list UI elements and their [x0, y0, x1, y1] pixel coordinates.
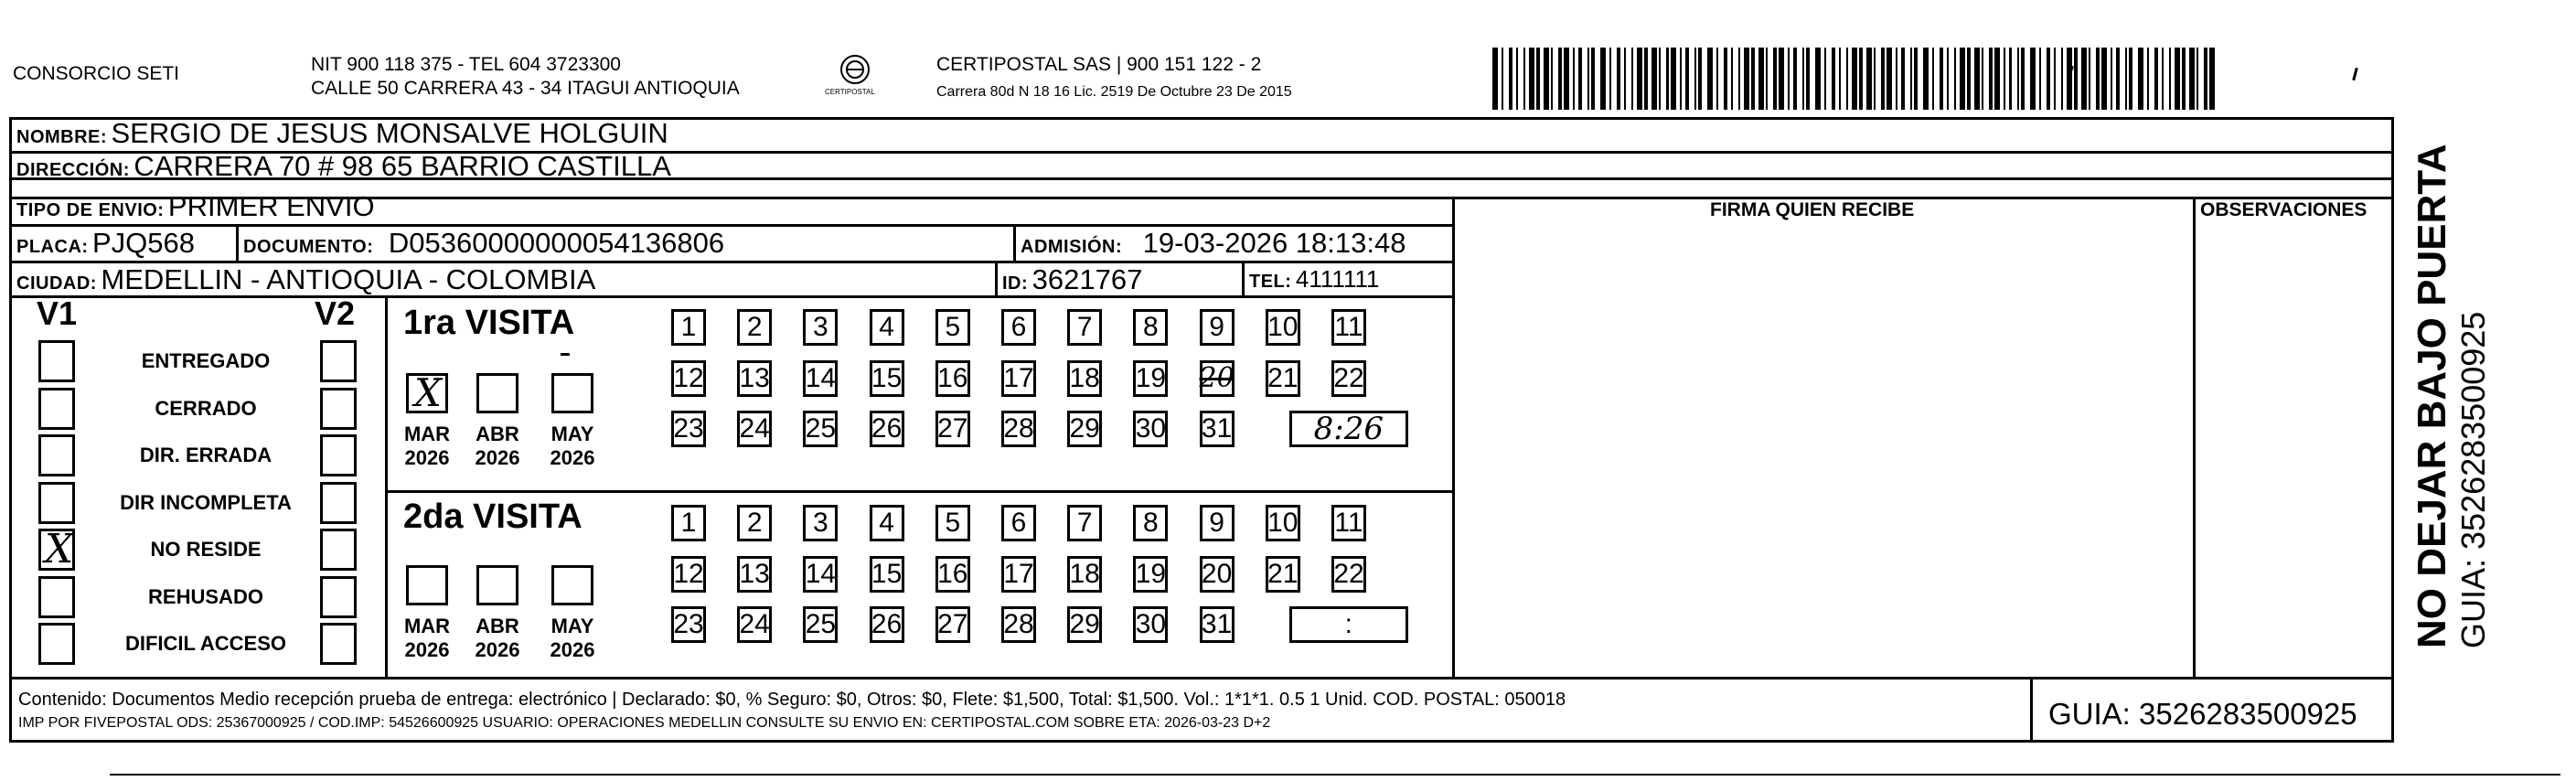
- month-checkbox[interactable]: [551, 565, 593, 605]
- day-box[interactable]: [1133, 309, 1168, 346]
- day-number: 31: [1201, 413, 1233, 444]
- day-box[interactable]: [803, 309, 838, 346]
- v1-label: V1: [37, 294, 78, 332]
- v2-checkbox[interactable]: [320, 434, 357, 476]
- time-value: :: [1344, 609, 1352, 639]
- v1-checkbox[interactable]: [38, 434, 75, 476]
- day-number: 31: [1201, 609, 1233, 639]
- license-line: Carrera 80d N 18 16 Lic. 2519 De Octubre 23 De 2015: [936, 84, 1292, 100]
- status-label: NO RESIDE: [150, 538, 262, 561]
- day-number: 26: [871, 413, 903, 444]
- barcode-bar: [2215, 48, 2218, 110]
- day-box[interactable]: [671, 360, 706, 397]
- certipostal-logo-icon: [823, 53, 887, 104]
- v1-checkbox[interactable]: [38, 482, 75, 524]
- day-number: 29: [1069, 413, 1100, 444]
- day-box[interactable]: [1133, 360, 1168, 397]
- day-number: 10: [1267, 312, 1299, 342]
- month-name: ABR: [476, 615, 519, 637]
- day-box[interactable]: [803, 505, 838, 541]
- day-number: 27: [937, 413, 968, 444]
- day-box[interactable]: [671, 309, 706, 346]
- tel-value: 4111111: [1295, 265, 1380, 293]
- nit-line: NIT 900 118 375 - TEL 604 3723300: [311, 54, 621, 75]
- day-number: 1: [680, 312, 697, 342]
- day-box[interactable]: [671, 606, 706, 643]
- day-number: 2: [746, 312, 763, 342]
- placa-value: PJQ568: [92, 227, 196, 259]
- documento-value: D05360000000054136806: [388, 227, 725, 259]
- day-number: 23: [673, 609, 704, 639]
- nombre-label: NOMBRE:: [16, 127, 108, 147]
- side-guia: GUIA: 3526283500925: [2454, 311, 2492, 648]
- day-box[interactable]: [1200, 411, 1235, 447]
- firma-label: FIRMA QUIEN RECIBE: [1710, 199, 1915, 220]
- day-box[interactable]: [1200, 309, 1235, 346]
- certipostal-line: CERTIPOSTAL SAS | 900 151 122 - 2: [936, 54, 1262, 75]
- admision-row: [1021, 227, 1406, 260]
- month-checkbox[interactable]: [406, 370, 448, 415]
- day-box[interactable]: [935, 556, 970, 593]
- day-box[interactable]: [870, 505, 904, 541]
- admision-label: ADMISIÓN:: [1021, 237, 1123, 257]
- day-box[interactable]: [1266, 505, 1300, 541]
- time-box[interactable]: [1289, 411, 1408, 447]
- day-box[interactable]: [1200, 505, 1235, 541]
- nombre-value: SERGIO DE JESUS MONSALVE HOLGUIN: [111, 117, 668, 149]
- day-box[interactable]: [935, 411, 970, 447]
- v2-checkbox[interactable]: [320, 623, 357, 665]
- day-box[interactable]: [1067, 606, 1102, 643]
- day-number: 15: [871, 362, 903, 393]
- day-number: 21: [1267, 558, 1299, 589]
- day-number: 20: [1199, 362, 1235, 394]
- day-number: 25: [805, 609, 837, 639]
- day-box[interactable]: [737, 360, 772, 397]
- day-box[interactable]: [1067, 360, 1102, 397]
- day-number: 8: [1143, 508, 1159, 538]
- guia-box-text: GUIA: 3526283500925: [2048, 697, 2357, 731]
- documento-label: DOCUMENTO:: [243, 237, 374, 257]
- status-label: ENTREGADO: [141, 349, 271, 372]
- status-label: DIR. ERRADA: [139, 444, 273, 466]
- day-number: 12: [673, 362, 704, 393]
- nombre-row: [16, 117, 668, 150]
- day-box[interactable]: [1331, 309, 1366, 346]
- month-year: 2026: [550, 446, 595, 469]
- status-label: DIR INCOMPLETA: [120, 490, 292, 514]
- month-checkbox[interactable]: [551, 373, 593, 413]
- month-year: 2026: [475, 446, 520, 469]
- id-value: 3621767: [1031, 263, 1143, 295]
- documento-row: [243, 227, 724, 260]
- month-checkbox[interactable]: [406, 565, 448, 605]
- day-box[interactable]: [870, 606, 904, 643]
- day-box[interactable]: [1133, 606, 1168, 643]
- v2-checkbox[interactable]: [320, 340, 357, 382]
- day-number: 28: [1003, 609, 1034, 639]
- day-box[interactable]: [1266, 309, 1300, 346]
- day-box[interactable]: [935, 505, 970, 541]
- day-box[interactable]: [737, 411, 772, 447]
- day-number: 27: [937, 609, 968, 639]
- day-number: 2: [746, 508, 763, 538]
- day-number: 11: [1334, 508, 1363, 538]
- day-number: 13: [739, 362, 770, 393]
- day-number: 23: [673, 413, 704, 444]
- day-number: 6: [1010, 508, 1027, 538]
- day-number: 26: [871, 609, 903, 639]
- dash-mark: [561, 353, 570, 356]
- day-box[interactable]: [1067, 309, 1102, 346]
- footer-line2: IMP POR FIVEPOSTAL ODS: 25367000925 / COD.IMP: 54526600925 USUARIO: OPERACIONES MEDELLIN CONSULTE SU ENVIO EN: CERTIPOSTAL.COM SOBRE ETA: 2026-03-23 D+2: [18, 715, 1271, 731]
- day-box[interactable]: [671, 411, 706, 447]
- tipo-value: PRIMER ENVIO: [167, 190, 375, 222]
- month-label: [468, 615, 527, 662]
- v1-checkbox[interactable]: [38, 388, 75, 430]
- address-line: CALLE 50 CARRERA 43 - 34 ITAGUI ANTIOQUIA: [311, 78, 740, 99]
- day-number: 9: [1209, 312, 1224, 342]
- side-warning: NO DEJAR BAJO PUERTA: [2410, 144, 2454, 648]
- month-label: [468, 423, 527, 470]
- day-box[interactable]: [935, 606, 970, 643]
- day-number: 18: [1069, 558, 1100, 589]
- status-label: CERRADO: [155, 396, 257, 420]
- pen-mark: [2352, 68, 2358, 80]
- month-checkbox[interactable]: [476, 373, 518, 413]
- ciudad-value: MEDELLIN - ANTIOQUIA - COLOMBIA: [101, 263, 596, 295]
- day-box[interactable]: [803, 556, 838, 593]
- month-year: 2026: [404, 638, 450, 661]
- certipostal-logo: [823, 53, 887, 104]
- day-box[interactable]: [1001, 606, 1036, 643]
- placa-row: [16, 227, 195, 260]
- day-box[interactable]: [1266, 556, 1300, 593]
- day-box[interactable]: [1331, 505, 1366, 541]
- day-number: 30: [1135, 609, 1167, 639]
- day-number: 5: [945, 312, 961, 342]
- v1-checkbox[interactable]: [38, 340, 75, 382]
- visit1-title: 1ra VISITA: [403, 304, 575, 342]
- company-name: CONSORCIO SETI: [13, 63, 180, 84]
- ciudad-label: CIUDAD:: [16, 273, 97, 294]
- day-box[interactable]: [1133, 556, 1168, 593]
- day-box[interactable]: [1001, 360, 1036, 397]
- month-label: [398, 423, 456, 470]
- day-box[interactable]: [1001, 556, 1036, 593]
- direccion-value: CARRERA 70 # 98 65 BARRIO CASTILLA: [134, 150, 671, 182]
- tipo-label: TIPO DE ENVIO:: [16, 200, 165, 220]
- day-box[interactable]: [1133, 411, 1168, 447]
- observaciones-label: OBSERVACIONES: [2200, 199, 2368, 220]
- day-box[interactable]: [935, 360, 970, 397]
- day-number: 1: [680, 508, 697, 538]
- v1-checkbox[interactable]: [38, 576, 75, 618]
- day-number: 7: [1076, 508, 1093, 538]
- placa-label: PLACA:: [16, 237, 89, 257]
- visit2-title: 2da VISITA: [403, 497, 583, 536]
- side-text: [2410, 144, 2493, 648]
- day-number: 7: [1076, 312, 1093, 342]
- v2-checkbox[interactable]: [320, 576, 357, 618]
- day-box[interactable]: [1200, 556, 1235, 593]
- day-number: 16: [937, 362, 968, 393]
- day-box[interactable]: [1001, 505, 1036, 541]
- tel-label: TEL:: [1249, 272, 1292, 292]
- day-box[interactable]: [935, 309, 970, 346]
- day-number: 16: [937, 558, 968, 589]
- day-box[interactable]: [1067, 505, 1102, 541]
- day-box[interactable]: [671, 505, 706, 541]
- day-box[interactable]: [737, 309, 772, 346]
- day-number: 9: [1209, 508, 1224, 538]
- id-row: [1002, 263, 1142, 296]
- day-box[interactable]: [803, 606, 838, 643]
- status-label: REHUSADO: [148, 584, 263, 608]
- day-number: 18: [1069, 362, 1100, 393]
- day-box[interactable]: [803, 411, 838, 447]
- month-name: ABR: [476, 423, 519, 445]
- day-number: 10: [1267, 508, 1299, 538]
- footer-line1: Contenido: Documentos Medio recepción prueba de entrega: electrónico | Declarado: $0, % Seguro: $0, Otros: $0, Flete: $1,500, Total: $1,500. Vol.: 1*1*1. 0.5 1 Unid. COD. POSTAL: 050018: [18, 690, 1566, 710]
- month-year: 2026: [404, 446, 450, 469]
- day-number: 21: [1267, 362, 1299, 393]
- time-box[interactable]: [1289, 606, 1408, 643]
- day-number: 19: [1135, 362, 1167, 393]
- day-number: 6: [1010, 312, 1027, 342]
- day-number: 8: [1143, 312, 1159, 342]
- day-box[interactable]: [737, 606, 772, 643]
- id-label: ID:: [1002, 273, 1029, 294]
- day-box[interactable]: [1200, 606, 1235, 643]
- v2-checkbox[interactable]: [320, 482, 357, 524]
- logo-text: CERTIPOSTAL: [825, 88, 875, 96]
- day-number: 17: [1003, 558, 1034, 589]
- month-mark: X: [414, 370, 442, 415]
- month-name: MAR: [403, 615, 451, 637]
- v2-label: V2: [315, 294, 356, 332]
- day-box[interactable]: [1067, 556, 1102, 593]
- ciudad-row: [16, 263, 595, 296]
- day-number: 14: [805, 558, 837, 589]
- month-year: 2026: [475, 638, 520, 661]
- day-box[interactable]: [1067, 411, 1102, 447]
- time-value: 8:26: [1313, 411, 1384, 447]
- v2-checkbox[interactable]: [320, 388, 357, 430]
- day-box[interactable]: [870, 360, 904, 397]
- day-box[interactable]: [870, 411, 904, 447]
- day-number: 20: [1201, 558, 1233, 589]
- day-number: 25: [805, 413, 837, 444]
- day-number: 13: [739, 558, 770, 589]
- day-number: 14: [805, 362, 837, 393]
- day-number: 17: [1003, 362, 1034, 393]
- day-box[interactable]: [671, 556, 706, 593]
- v1-checkbox[interactable]: X: [38, 529, 75, 571]
- day-box[interactable]: [1266, 360, 1300, 397]
- direccion-label: DIRECCIÓN:: [16, 160, 130, 180]
- admision-value: 19-03-2026 18:13:48: [1142, 227, 1406, 259]
- day-box[interactable]: [870, 556, 904, 593]
- month-name: MAY: [550, 615, 594, 637]
- month-checkbox[interactable]: [476, 565, 518, 605]
- day-number: 22: [1333, 558, 1364, 589]
- day-number: 24: [739, 413, 770, 444]
- day-number: 4: [879, 312, 894, 342]
- day-number: 19: [1135, 558, 1167, 589]
- day-box[interactable]: [1001, 309, 1036, 346]
- tipo-row: [16, 190, 375, 223]
- day-number: 28: [1003, 413, 1034, 444]
- day-box[interactable]: [737, 505, 772, 541]
- day-box[interactable]: [1001, 411, 1036, 447]
- day-number: 29: [1069, 609, 1100, 639]
- day-number: 22: [1333, 362, 1364, 393]
- month-label: [543, 423, 602, 470]
- day-box[interactable]: [1331, 556, 1366, 593]
- barcode: [1492, 48, 2218, 110]
- day-number: 4: [879, 508, 894, 538]
- day-number: 11: [1334, 312, 1363, 342]
- day-number: 24: [739, 609, 770, 639]
- day-box[interactable]: [803, 360, 838, 397]
- day-box[interactable]: [1133, 505, 1168, 541]
- v2-checkbox[interactable]: [320, 529, 357, 571]
- day-box[interactable]: [1200, 360, 1235, 397]
- day-box[interactable]: [737, 556, 772, 593]
- month-name: MAR: [403, 423, 451, 445]
- day-number: 15: [871, 558, 903, 589]
- day-number: 30: [1135, 413, 1167, 444]
- day-box[interactable]: [870, 309, 904, 346]
- day-number: 3: [813, 508, 828, 538]
- day-number: 3: [813, 312, 828, 342]
- day-number: 5: [945, 508, 961, 538]
- month-name: MAY: [550, 423, 594, 445]
- v1-checkbox[interactable]: [38, 623, 75, 665]
- status-label: DIFICIL ACCESO: [124, 632, 286, 655]
- day-box[interactable]: [1331, 360, 1366, 397]
- month-year: 2026: [550, 638, 595, 661]
- month-label: [543, 615, 602, 662]
- direccion-row: [16, 150, 671, 183]
- tel-row: [1249, 265, 1379, 294]
- month-label: [398, 615, 456, 662]
- day-number: 12: [673, 558, 704, 589]
